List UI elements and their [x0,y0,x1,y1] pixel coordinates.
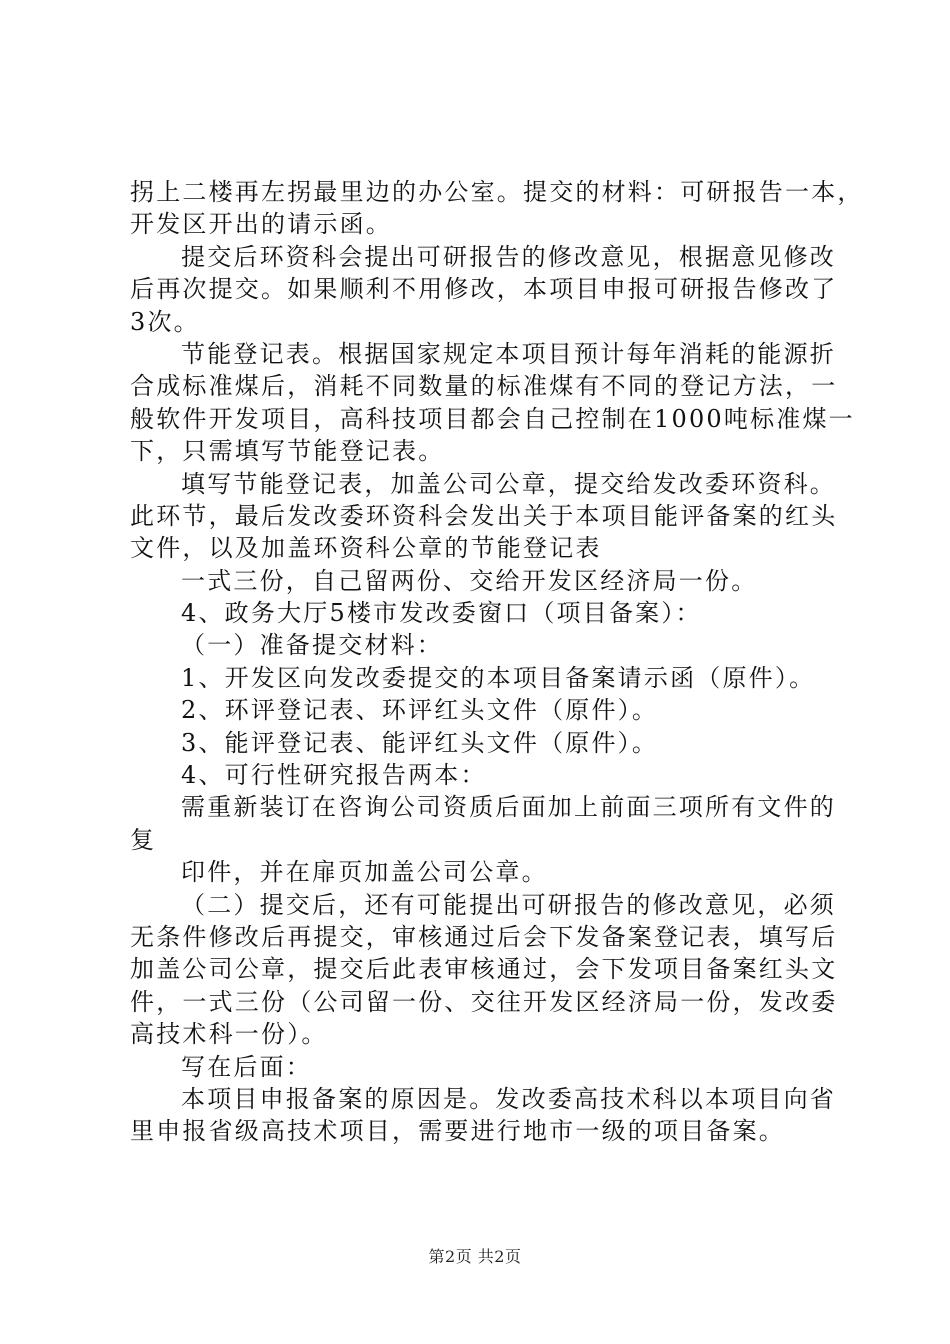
text-line: 3次。 [130,307,200,336]
list-item: 4、可行性研究报告两本： [181,761,487,790]
list-item: 2、环评登记表、环评红头文件（原件）。 [181,696,659,725]
section-heading: 4、政务大厅5楼市发改委窗口（项目备案）： [181,599,702,628]
text-line: 里申报省级高技术项目，需要进行地市一级的项目备案。 [130,1117,785,1146]
text-line: 拐上二楼再左拐最里边的办公室。提交的材料：可研报告一本， [130,178,864,206]
text-line: 本项目申报备案的原因是。发改委高技术科以本项目向省 [181,1084,836,1113]
text-line: 后再次提交。如果顺利不用修改，本项目申报可研报告修改了 [130,275,838,304]
page-footer: 第2页 共2页 [428,1247,522,1266]
text-line: 复 [130,825,157,854]
text-line: 节能登记表。根据国家规定本项目预计每年消耗的能源折 [181,339,836,368]
text-line: 填写节能登记表，加盖公司公章，提交给发改委环资科。 [181,469,836,498]
text-line: 需重新装订在咨询公司资质后面加上前面三项所有文件的 [181,793,836,822]
document-body [130,176,864,1148]
text-line: 此环节，最后发改委环资科会发出关于本项目能评备案的红头 [130,501,838,530]
text-line: 般软件开发项目，高科技项目都会自己控制在1000吨标准煤一 [130,404,855,433]
text-line: 一式三份，自己留两份、交给开发区经济局一份。 [181,566,758,595]
subsection-heading: （一）准备提交材料： [181,631,443,660]
text-line: 下，只需填写节能登记表。 [130,437,445,466]
text-line: 提交后环资科会提出可研报告的修改意见，根据意见修改 [181,242,836,271]
text-line: 无条件修改后再提交，审核通过后会下发备案登记表，填写后 [130,922,838,951]
list-item: 3、能评登记表、能评红头文件（原件）。 [181,728,659,757]
text-line: 印件，并在扉页加盖公司公章。 [181,858,548,887]
section-heading: 写在后面： [181,1052,312,1081]
text-line: 加盖公司公章，提交后此表审核通过，会下发项目备案红头文 [130,955,838,984]
subsection-heading: （二）提交后，还有可能提出可研报告的修改意见，必须 [181,890,836,919]
list-item: 1、开发区向发改委提交的本项目备案请示函（原件）。 [181,663,816,692]
text-line: 文件，以及加盖环资科公章的节能登记表 [130,534,602,563]
text-line: 件，一式三份（公司留一份、交往开发区经济局一份，发改委 [130,987,838,1016]
text-line: 合成标准煤后，消耗不同数量的标准煤有不同的登记方法，一 [130,372,838,401]
text-line: 高技术科一份）。 [130,1020,328,1049]
text-line: 开发区开出的请示函。 [130,210,392,239]
